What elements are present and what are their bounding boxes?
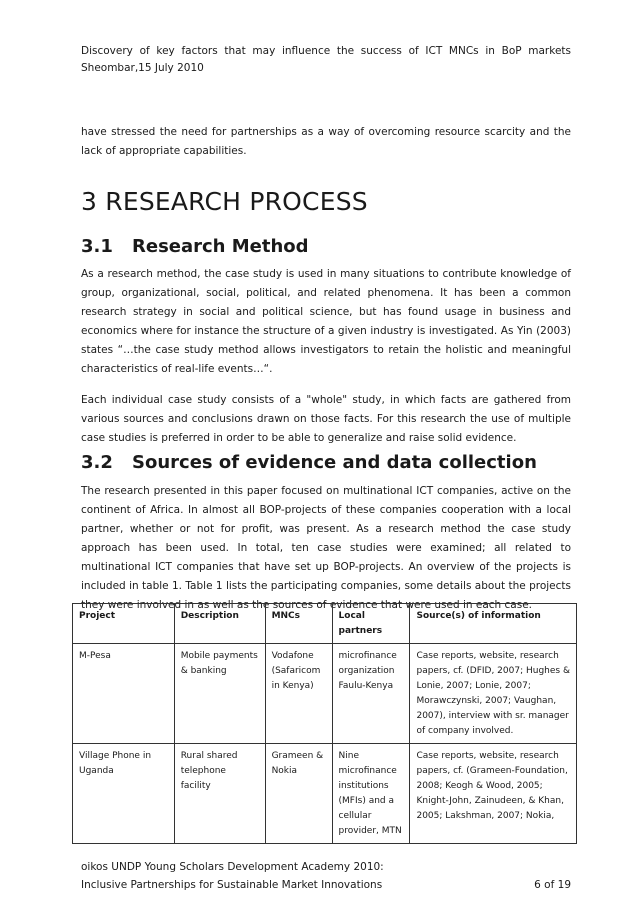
section-3-2-paragraph-1: The research presented in this paper focused on multinational ICT companies, active on the continent of Africa. In almost all BOP-projects of these companies cooperation with a local partner, whether or not for profit, was present. As a research method the case study approach has been used. In total, ten case studies were examined; all related to multinational ICT companies that have set up BOP-projects. An overview of the projects is included in table 1. Table 1 lists the participating companies, some details about the projects they were involved in as well as the sources of evidence that were used in each case. <box>81 485 571 611</box>
intro-block <box>81 123 571 161</box>
section-3-1-paragraph-1: As a research method, the case study is used in many situations to contribute knowledge of group, organizational, social, political, and related phenomena. It has been a common research strategy in social and political science, but has found usage in business and economics where for instance the structure of a given industry is investigated. As Yin (2003) states “…the case study method allows investigators to retain the holistic and meaningful characteristics of real-life events…“. <box>81 268 571 375</box>
section-3-1-paragraph-2: Each individual case study consists of a "whole" study, in which facts are gathered from various sources and conclusions drawn on those facts. For this research the use of multiple case studies is preferred in order to be able to generalize and raise solid evidence. <box>81 394 571 444</box>
cell-description: Mobile payments & banking <box>174 644 265 744</box>
header-description: Description <box>174 604 265 644</box>
case-study-table <box>72 603 577 844</box>
section-3-2-number: 3.2 <box>81 452 113 473</box>
page-footer <box>81 858 571 894</box>
cell-sources: Case reports, website, research papers, cf. (Grameen-Foundation, 2008; Keogh & Wood, 2005; Knight-John, Zainudeen, & Khan, 2005; Lakshman, 2007; Nokia, <box>410 744 577 844</box>
footer-line-1: oikos UNDP Young Scholars Development Academy 2010: <box>81 861 384 873</box>
table-row <box>73 644 577 744</box>
header-local-partners: Local partners <box>332 604 410 644</box>
section-3-1-heading <box>81 235 309 259</box>
section-3-1-body <box>81 265 571 448</box>
cell-partners: microfinance organization Faulu-Kenya <box>332 644 410 744</box>
header-sources: Source(s) of information <box>410 604 577 644</box>
section-3-1-title: Research Method <box>132 236 309 257</box>
intro-paragraph: have stressed the need for partnerships as a way of overcoming resource scarcity and the lack of appropriate capabilities. <box>81 126 571 157</box>
cell-project: M-Pesa <box>73 644 175 744</box>
cell-sources: Case reports, website, research papers, cf. (DFID, 2007; Hughes & Lonie, 2007; Lonie, 2007; Morawczynski, 2007; Vaughan, 2007), interview with sr. manager of company involved. <box>410 644 577 744</box>
section-3-1-number: 3.1 <box>81 236 113 257</box>
running-header: Discovery of key factors that may influence the success of ICT MNCs in BoP markets Sheombar,15 July 2010 <box>81 45 571 74</box>
cell-description: Rural shared telephone facility <box>174 744 265 844</box>
cell-mncs: Grameen & Nokia <box>265 744 332 844</box>
cell-partners: Nine microfinance institutions (MFIs) and a cellular provider, MTN <box>332 744 410 844</box>
table-row <box>73 744 577 844</box>
section-3-heading: 3 RESEARCH PROCESS <box>81 187 368 216</box>
header-project: Project <box>73 604 175 644</box>
section-3-2-body <box>81 482 571 615</box>
header-mncs: MNCs <box>265 604 332 644</box>
page-number: 6 of 19 <box>534 879 571 891</box>
cell-project: Village Phone in Uganda <box>73 744 175 844</box>
table-header-row <box>73 604 577 644</box>
footer-line-2: Inclusive Partnerships for Sustainable Market Innovations <box>81 879 383 891</box>
section-3-2-heading <box>81 451 537 475</box>
section-3-2-title: Sources of evidence and data collection <box>132 452 537 473</box>
cell-mncs: Vodafone (Safaricom in Kenya) <box>265 644 332 744</box>
